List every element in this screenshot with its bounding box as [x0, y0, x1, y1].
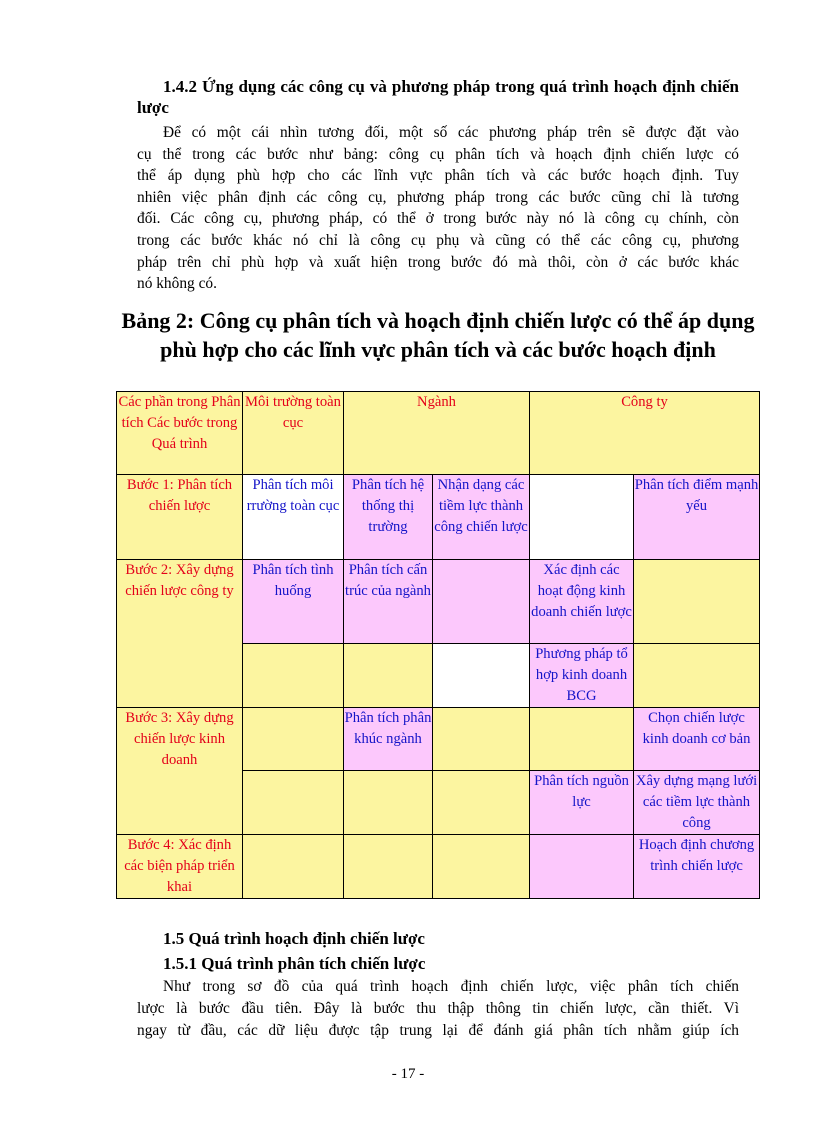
- step-3-company-cell-1: [530, 708, 634, 771]
- paragraph-line: Để có một cái nhìn tương đối, một số các phương pháp trên sẽ được đặt vào: [163, 124, 739, 141]
- page-number: - 17 -: [391, 1066, 425, 1082]
- step-1-industry-cell-2: Nhận dạng các tiềm lực thành công chiến lược: [433, 475, 530, 560]
- paragraph-line: đối. Các công cụ, phương pháp, có thể ở trong bước này nó là công cụ chính, còn: [137, 210, 739, 228]
- step-3-label: Bước 3: Xây dựng chiến lược kinh doanh: [117, 708, 243, 835]
- step-2b-environment-cell: [243, 644, 344, 708]
- header-global-environment: Môi trường toàn cục: [243, 392, 344, 475]
- step-3b-industry-cell-1: [344, 771, 433, 835]
- step-4-label: Bước 4: Xác định các biện pháp triển khai: [117, 835, 243, 899]
- step-2-industry-cell-1: Phân tích cấn trúc của ngành: [344, 560, 433, 644]
- step-2b-company-cell-1: Phương pháp tổ hợp kinh doanh BCG: [530, 644, 634, 708]
- paragraph-line: ngay từ đầu, các dữ liệu được tập trung lại để đánh giá phân tích nhằm giúp ích: [137, 1022, 739, 1039]
- step-2-label: Bước 2: Xây dựng chiến lược công ty: [117, 560, 243, 708]
- step-3b-company-cell-1: Phân tích nguồn lực: [530, 771, 634, 835]
- step-2b-industry-cell-1: [344, 644, 433, 708]
- header-corner-cell: Các phần trong Phân tích Các bước trong Quá trình: [117, 392, 243, 475]
- strategy-tools-table: [116, 391, 760, 899]
- step-4-industry-cell-2: [433, 835, 530, 899]
- step-4-industry-cell-1: [344, 835, 433, 899]
- step-3-company-cell-2: Chọn chiến lược kinh doanh cơ bản: [634, 708, 760, 771]
- section-1-4-2-paragraph: [137, 122, 739, 295]
- table-caption: Bảng 2: Công cụ phân tích và hoạch định chiến lược có thể áp dụng phù hợp cho các lĩnh vực phân tích và các bước hoạch định: [121, 308, 755, 362]
- section-1-5-1-heading: 1.5.1 Quá trình phân tích chiến lược: [163, 954, 426, 973]
- paragraph-line: trong các bước khác nó chỉ là công cụ phụ và cũng có thể các công cụ, phương: [137, 231, 739, 249]
- step-1-industry-cell-1: Phân tích hệ thống thị trường: [344, 475, 433, 560]
- step-2b-company-cell-2: [634, 644, 760, 708]
- step-3b-environment-cell: [243, 771, 344, 835]
- step-1-company-cell-2: Phân tích điểm mạnh yếu: [634, 475, 760, 560]
- step-4-environment-cell: [243, 835, 344, 899]
- paragraph-line: pháp trên chỉ phù hợp và xuất hiện trong bước đó mà thôi, còn ở các bước khác: [137, 253, 739, 271]
- step-3b-industry-cell-2: [433, 771, 530, 835]
- paragraph-line: nó không có.: [137, 275, 217, 293]
- step-4-company-cell-1: [530, 835, 634, 899]
- section-1-4-2-heading: 1.4.2 Ứng dụng các công cụ và phương pháp trong quá trình hoạch định chiến lược: [137, 77, 739, 117]
- step-2-industry-cell-2: [433, 560, 530, 644]
- paragraph-line: lược là bước đầu tiên. Đây là bước thu thập thông tin chiến lược, cần thiết. Vì: [137, 1000, 739, 1017]
- paragraph-line: nhiên việc phân định các công cụ, phương pháp trong các bước cũng chỉ là tương: [137, 188, 739, 206]
- step-2-environment-cell: Phân tích tình huống: [243, 560, 344, 644]
- section-1-5-heading: 1.5 Quá trình hoạch định chiến lược: [163, 929, 425, 948]
- step-1-company-cell-1: [530, 475, 634, 560]
- step-3-industry-cell-1: Phân tích phân khúc ngành: [344, 708, 433, 771]
- header-company: Công ty: [530, 392, 760, 475]
- paragraph-line: thể áp dụng phù hợp cho các lĩnh vực phân tích và các bước hoạch định. Tuy: [137, 167, 739, 185]
- paragraph-line: Như trong sơ đồ của quá trình hoạch định chiến lược, việc phân tích chiến: [163, 978, 739, 995]
- step-3-environment-cell: [243, 708, 344, 771]
- step-3-industry-cell-2: [433, 708, 530, 771]
- step-2-company-cell-2: [634, 560, 760, 644]
- section-1-5-1-paragraph: [137, 976, 739, 1042]
- step-2b-industry-cell-2: [433, 644, 530, 708]
- step-1-label: Bước 1: Phân tích chiến lược: [117, 475, 243, 560]
- step-3b-company-cell-2: Xây dựng mạng lưới các tiềm lực thành công: [634, 771, 760, 835]
- step-2-company-cell-1: Xác định các hoạt động kinh doanh chiến lược: [530, 560, 634, 644]
- step-1-environment-cell: Phân tích môi rrường toàn cục: [243, 475, 344, 560]
- step-4-company-cell-2: Hoạch định chương trình chiến lược: [634, 835, 760, 899]
- paragraph-line: cụ thể trong các bước như bảng: công cụ phân tích và hoạch định chiến lược có: [137, 145, 739, 163]
- header-industry: Ngành: [344, 392, 530, 475]
